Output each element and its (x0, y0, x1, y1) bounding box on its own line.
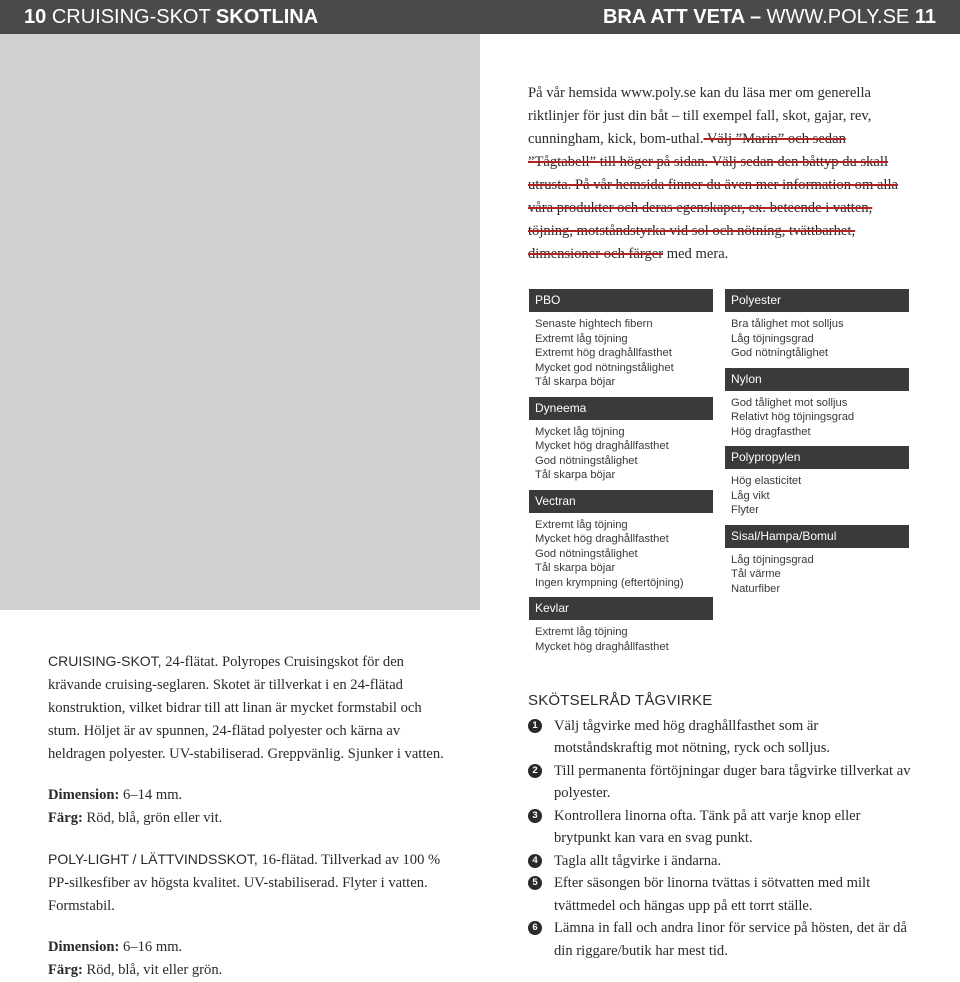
fiber-property: Bra tålighet mot solljus (731, 318, 844, 330)
fiber-property: Låg töjningsgrad (731, 553, 814, 566)
intro-text-end: med mera. (663, 246, 729, 262)
fiber-property: Tål skarpa böjar (535, 562, 616, 574)
fiber-group (725, 368, 909, 440)
fiber-table-right (725, 289, 909, 603)
intro-paragraph (528, 82, 908, 266)
number-badge-icon: 2 (528, 764, 542, 778)
color-label: Färg: (48, 962, 83, 978)
fiber-group (725, 446, 909, 518)
number-badge-icon: 4 (528, 854, 542, 868)
care-item (528, 850, 918, 873)
product-cruising-skot (48, 650, 448, 766)
care-title: SKÖTSELRÅD TÅGVIRKE (528, 692, 713, 709)
care-item (528, 872, 918, 917)
number-badge-icon: 5 (528, 876, 542, 890)
color-value: Röd, blå, grön eller vit. (82, 810, 223, 826)
fiber-header: PBO (529, 289, 713, 312)
color-label: Färg: (48, 810, 83, 826)
fiber-property: Mycket hög draghållfasthet (535, 440, 669, 452)
intro-struck-text: Välj ”Marin” och sedan ”Tågtabell” till höger på sidan. Välj sedan den båttyp du skall utrusta. På vår hemsida finner du även mer information om alla våra produkter och deras egenskaper, ex. beteende i vatten, töjning, motståndstyrka vid sol och nötning, tvättbarhet, dimensioner och färger (528, 131, 899, 262)
care-item (528, 917, 918, 962)
fiber-property: Tål skarpa böjar (535, 469, 616, 481)
fiber-group (529, 289, 713, 390)
website-url: WWW.POLY.SE (766, 6, 910, 28)
fiber-header: Sisal/Hampa/Bomul (725, 525, 909, 548)
care-item-text: Lämna in fall och andra linor för service på hösten, det är då din riggare/butik har mest tid. (554, 920, 907, 959)
fiber-property: Tål värme (731, 568, 781, 580)
product-name: POLY-LIGHT / LÄTTVINDSSKOT, (48, 851, 258, 867)
header-right (603, 0, 936, 34)
fiber-property: Tål skarpa böjar (535, 376, 616, 388)
fiber-property: Låg vikt (731, 489, 770, 502)
fiber-group (529, 397, 713, 483)
fiber-group (725, 525, 909, 597)
dimension-value: 6–14 mm. (119, 787, 183, 803)
fiber-header: Vectran (529, 490, 713, 513)
number-badge-icon: 1 (528, 719, 542, 733)
page-number-right: 11 (914, 6, 936, 28)
fiber-property: Extremt låg töjning (535, 518, 628, 531)
care-item-text: Tagla allt tågvirke i ändarna. (554, 852, 722, 869)
fiber-property: Hög dragfasthet (731, 425, 811, 438)
fiber-group (725, 289, 909, 361)
product-color (48, 807, 448, 830)
product-description: 16-flätad. Tillverkad av 100 % PP-silkesfiber av högsta kvalitet. UV-stabiliserad. Flyter i vatten. Formstabil. (48, 852, 441, 914)
fiber-property: Extremt låg töjning (535, 332, 628, 345)
intro-text: På vår hemsida www.poly.se kan du läsa mer om generella riktlinjer för just din båt – till exempel fall, skot, gajar, rev, cunningham, kick, bom-uthal. (528, 85, 872, 147)
product-color (48, 959, 448, 982)
fiber-property: Mycket hög draghållfasthet (535, 533, 669, 545)
fiber-header: Polypropylen (725, 446, 909, 469)
care-item-text: Efter säsongen bör linorna tvättas i sötvatten med milt tvättmedel och hängas upp på ett torrt ställe. (554, 875, 871, 914)
fiber-property: Relativt hög töjningsgrad (731, 411, 855, 423)
product-poly-light (48, 848, 448, 918)
fiber-header: Kevlar (529, 597, 713, 620)
fiber-property: God tålighet mot solljus (731, 396, 848, 409)
section-title: SKOTLINA (215, 6, 319, 28)
care-item (528, 760, 918, 805)
care-item-text: Till permanenta förtöjningar duger bara tågvirke tillverkat av polyester. (554, 762, 911, 801)
care-item (528, 805, 918, 850)
fiber-property: God nötningtålighet (731, 347, 829, 359)
dimension-label: Dimension: (48, 787, 120, 803)
fiber-property: Ingen krympning (eftertöjning) (535, 576, 684, 589)
number-badge-icon: 6 (528, 921, 542, 935)
care-advice (528, 690, 918, 962)
care-item-text: Kontrollera linorna ofta. Tänk på att varje knop eller brytpunkt kan vara en svag punkt. (554, 807, 861, 846)
product-name: CRUISING-SKOT, (48, 653, 162, 669)
product-image-placeholder (0, 34, 480, 610)
dimension-value: 6–16 mm. (119, 939, 183, 955)
fiber-property: Hög elasticitet (731, 475, 802, 487)
care-list (528, 715, 918, 963)
page-number-left: 10 (24, 6, 47, 28)
fiber-group (529, 597, 713, 654)
care-item-text: Välj tågvirke med hög draghållfasthet som är motståndskraftig mot nötning, ryck och solljus. (554, 717, 831, 756)
fiber-property: Mycket god nötningstålighet (535, 361, 674, 374)
page-header (0, 0, 960, 34)
section-name: CRUISING-SKOT (51, 6, 211, 28)
fiber-property: Flyter (731, 504, 759, 516)
fiber-header: Nylon (725, 368, 909, 391)
product-descriptions (48, 650, 448, 982)
right-title: BRA ATT VETA – (602, 6, 762, 28)
product-description: 24-flätat. Polyropes Cruisingskot för den krävande cruising-seglaren. Skotet är tillverkat i en 24-flätad konstruktion, vilket bidrar till att linan är mycket formstabil och stum. Höljet är av spunnen, 24-flätad polyester och kärna av heldragen polyester. UV-stabiliserad. Greppvänlig. Sjunker i vatten. (48, 654, 444, 762)
fiber-property: God nötningstålighet (535, 547, 638, 560)
fiber-header: Polyester (725, 289, 909, 312)
header-left (24, 0, 318, 34)
fiber-table-left (529, 289, 713, 661)
number-badge-icon: 3 (528, 809, 542, 823)
fiber-property: Naturfiber (731, 582, 781, 595)
fiber-group (529, 490, 713, 591)
fiber-property: Extremt hög draghållfasthet (535, 347, 672, 359)
fiber-header: Dyneema (529, 397, 713, 420)
fiber-property: God nötningstålighet (535, 454, 638, 467)
color-value: Röd, blå, vit eller grön. (82, 962, 223, 978)
fiber-property: Senaste hightech fibern (535, 318, 653, 330)
fiber-property: Mycket låg töjning (535, 425, 625, 438)
care-item (528, 715, 918, 760)
fiber-property: Extremt låg töjning (535, 626, 628, 638)
dimension-label: Dimension: (48, 939, 120, 955)
fiber-property: Låg töjningsgrad (731, 332, 814, 345)
product-dimension (48, 784, 448, 807)
fiber-property: Mycket hög draghållfasthet (535, 640, 669, 653)
